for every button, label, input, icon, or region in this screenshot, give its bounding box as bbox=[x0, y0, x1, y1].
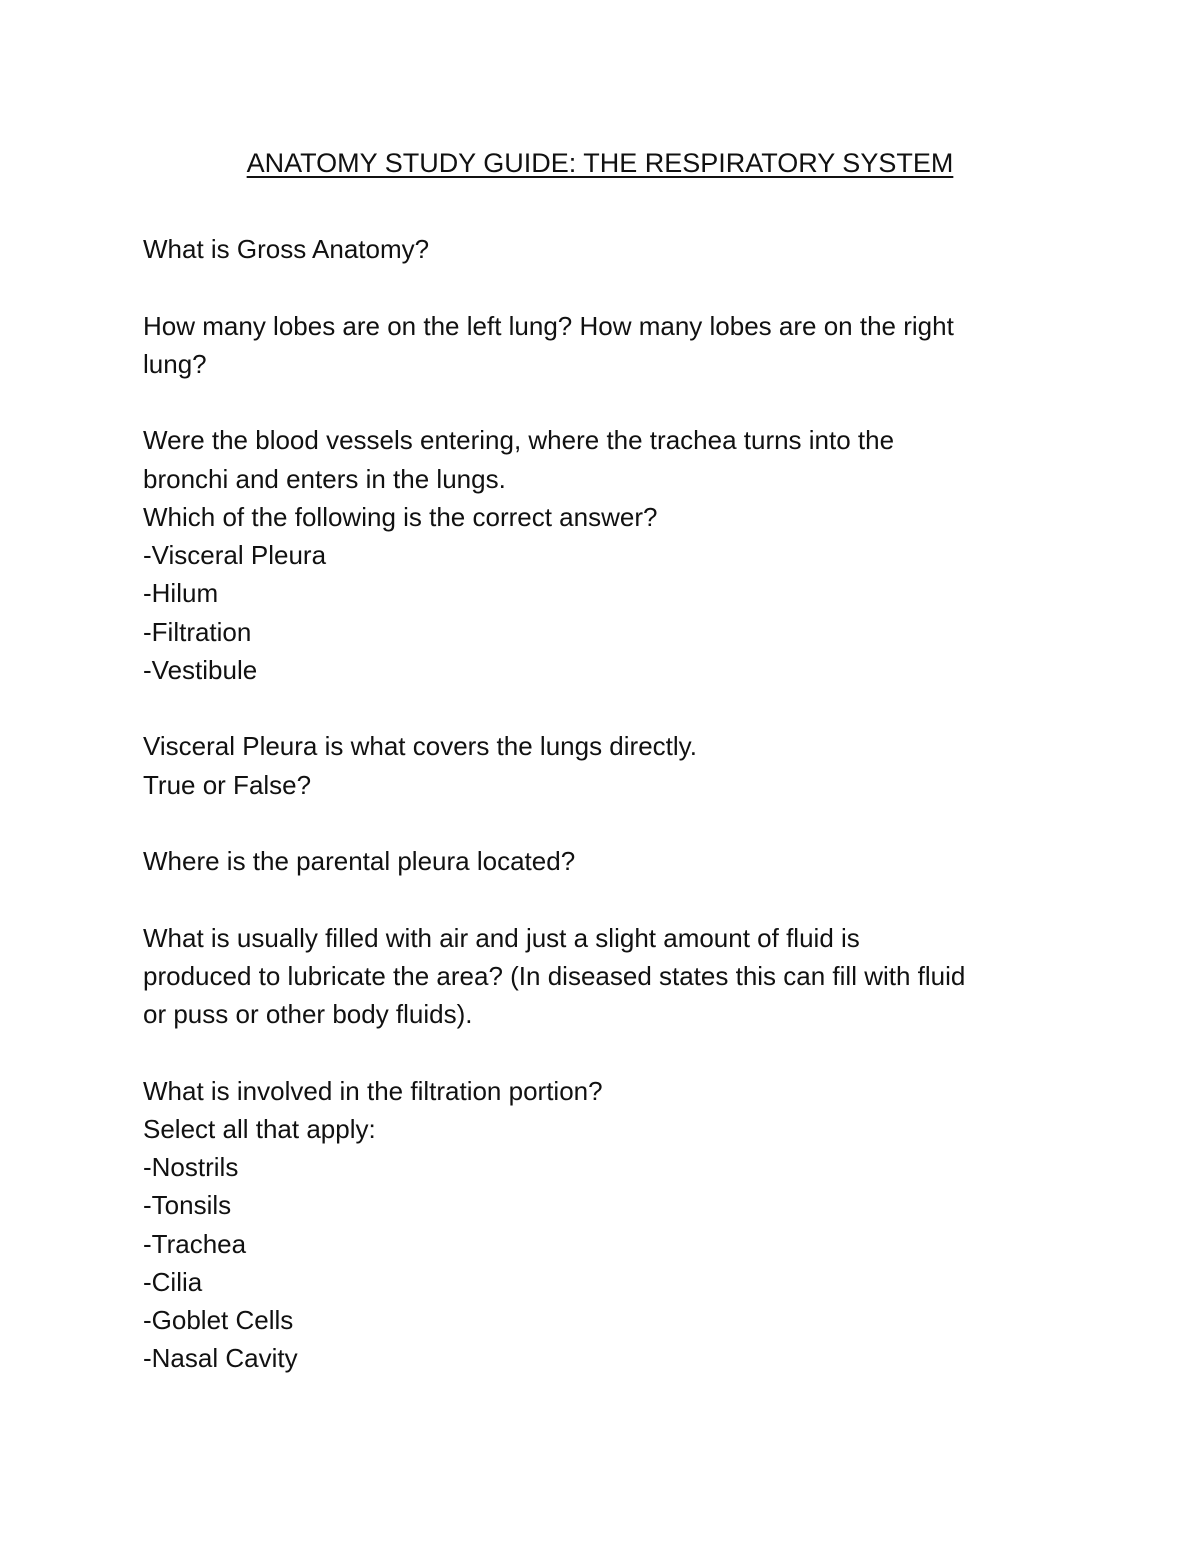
question-gross-anatomy: What is Gross Anatomy? bbox=[143, 234, 430, 264]
spacer bbox=[143, 383, 1073, 421]
answer-option: -Vestibule bbox=[143, 654, 258, 685]
page-title: ANATOMY STUDY GUIDE: THE RESPIRATORY SYSTEM bbox=[246, 148, 954, 178]
question-hilum-line-1: Were the blood vessels entering, where the trachea turns into the bbox=[143, 425, 895, 456]
question-pleural-cavity-line-1: What is usually filled with air and just a slight amount of fluid is bbox=[143, 922, 860, 953]
question-lobes-line-1: How many lobes are on the left lung? How many lobes are on the right bbox=[143, 310, 954, 341]
spacer bbox=[143, 689, 1073, 727]
question-visceral-pleura-line-2: True or False? bbox=[143, 769, 312, 800]
question-parental-pleura: Where is the parental pleura located? bbox=[143, 846, 576, 876]
question-filtration-line-1: What is involved in the filtration portion? bbox=[143, 1075, 603, 1106]
answer-option: -Cilia bbox=[143, 1266, 203, 1297]
answer-option: -Nostrils bbox=[143, 1152, 239, 1182]
question-lobes-line-2: lung? bbox=[143, 348, 207, 379]
answer-option: -Trachea bbox=[143, 1228, 247, 1259]
question-visceral-pleura-line-1: Visceral Pleura is what covers the lungs directly. bbox=[143, 731, 697, 762]
question-filtration-line-2: Select all that apply: bbox=[143, 1113, 376, 1144]
question-hilum-prompt: Which of the following is the correct answer? bbox=[143, 501, 658, 532]
spacer bbox=[143, 268, 1073, 306]
spacer bbox=[143, 880, 1073, 918]
spacer bbox=[143, 1033, 1073, 1071]
answer-option: -Tonsils bbox=[143, 1190, 232, 1221]
answer-option: -Hilum bbox=[143, 578, 219, 609]
question-hilum-line-2: bronchi and enters in the lungs. bbox=[143, 463, 506, 494]
document-body bbox=[143, 230, 1073, 1378]
answer-option: -Nasal Cavity bbox=[143, 1343, 298, 1374]
answer-option: -Goblet Cells bbox=[143, 1305, 294, 1335]
answer-option: -Visceral Pleura bbox=[143, 540, 327, 570]
question-pleural-cavity-line-3: or puss or other body fluids). bbox=[143, 999, 473, 1029]
answer-option: -Filtration bbox=[143, 616, 252, 647]
question-pleural-cavity-line-2: produced to lubricate the area? (In diseased states this can fill with fluid bbox=[143, 960, 966, 991]
spacer bbox=[143, 804, 1073, 842]
